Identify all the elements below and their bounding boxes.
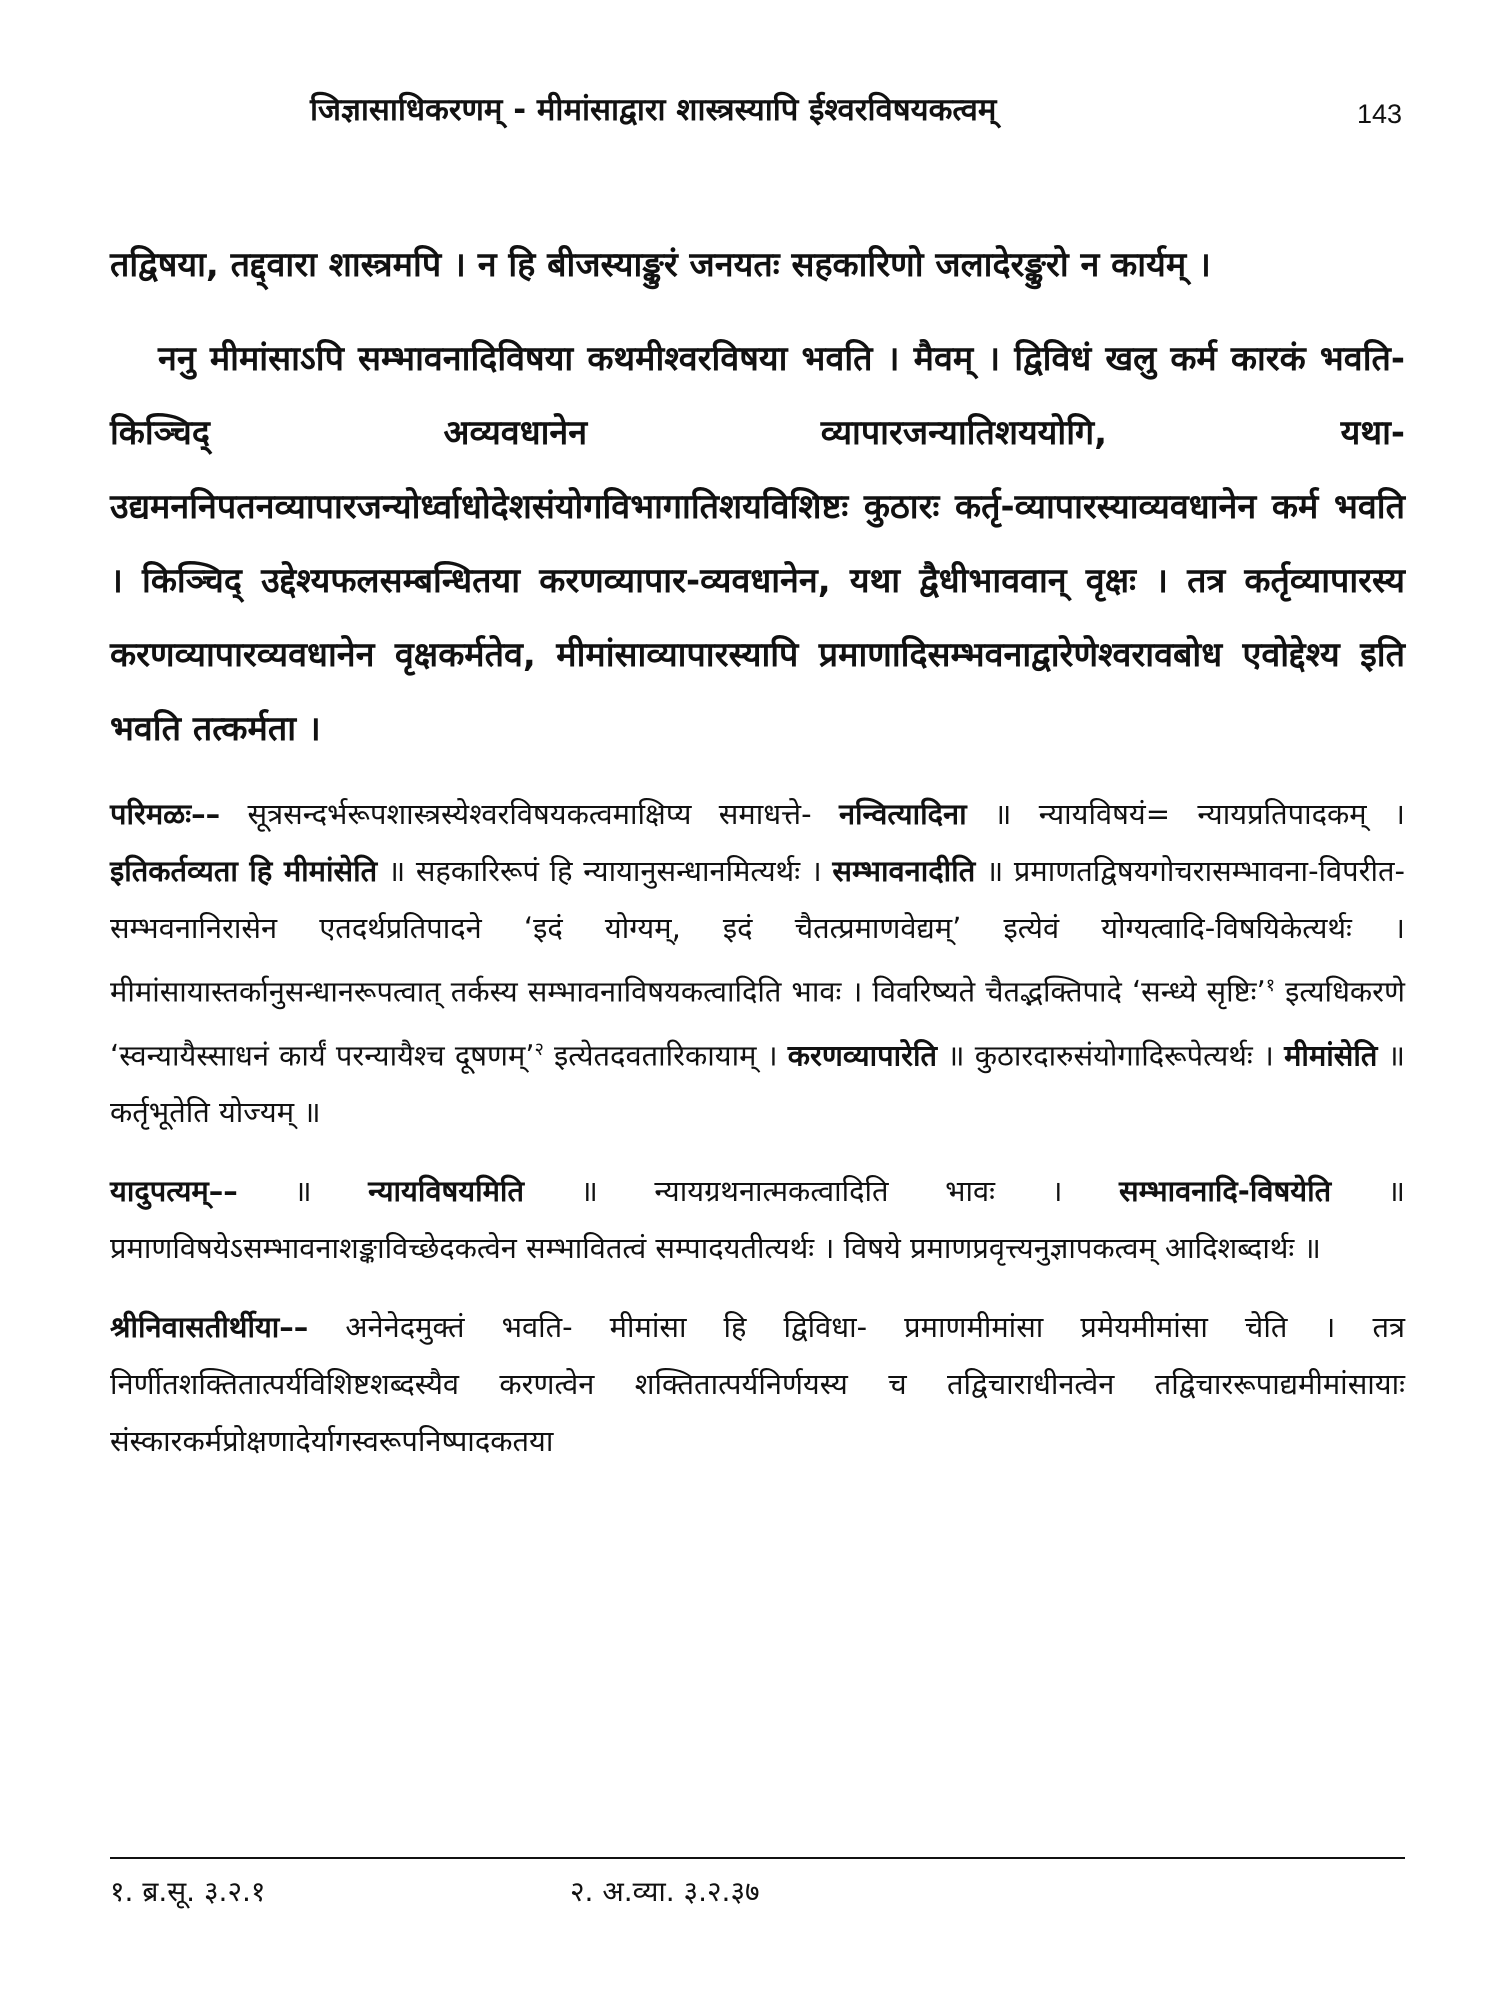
main-text-paragraph-1: तद्विषया, तद्द्वारा शास्त्रमपि । न हि बीजस्याङ्कुरं जनयतः सहकारिणो जलादेरङ्कुरो न कार्यम् । xyxy=(110,245,1211,285)
pratika-term: न्यायविषयमिति xyxy=(368,1174,524,1209)
commentary-label: यादुपत्यम्–– xyxy=(110,1174,238,1209)
commentary-parimala xyxy=(110,786,1405,1141)
commentary-text: इत्यधिकरणे ‘स्वन्यायैस्साधनं कार्यं परन्यायैश्च दूषणम्’ xyxy=(110,974,1405,1073)
commentary-text: ॥ न्यायग्रथनात्मकत्वादिति भावः । xyxy=(523,1174,1119,1209)
footnote-ref: १ xyxy=(1265,975,1276,996)
commentary-text: ॥ कर्तृभूतेति योज्यम् ॥ xyxy=(110,1038,1405,1130)
pratika-term: सम्भावनादि-विषयेति xyxy=(1118,1174,1332,1209)
pratika-term: सम्भावनादीति xyxy=(832,854,976,888)
commentary-yadupatya xyxy=(110,1163,1405,1277)
commentary-text: ॥ सहकारिरूपं हि न्यायानुसन्धानमित्यर्थः । xyxy=(377,854,833,888)
pratika-term: इतिकर्तव्यता हि मीमांसेति xyxy=(110,854,378,888)
footnotes xyxy=(110,1870,1405,1914)
footnote-2: २. अ.व्या. ३.२.३७ xyxy=(570,1875,760,1908)
footnote-divider xyxy=(110,1857,1405,1859)
commentary-text: इत्येतदवतारिकायाम् । xyxy=(543,1038,788,1073)
commentary-text: ॥ प्रमाणतद्विषयगोचरासम्भावना-विपरीत-सम्भवनानिरासेन एतदर्थप्रतिपादने ‘इदं योग्यम्, इदं चैतत्प्रमाणवेद्यम्’ इत्येवं योग्यत्वादि-विषयिकेत्यर्थः । मीमांसायास्तर्कानुसन्धानरूपत्वात् तर्कस्य सम्भावनाविषयकत्वादिति भावः । विवरिष्यते चैतद्भक्तिपादे ‘सन्ध्ये सृष्टिः’ xyxy=(110,854,1406,1009)
main-text-paragraph-2: ननु मीमांसाऽपि सम्भावनादिविषया कथमीश्वरविषया भवति । मैवम् । द्विविधं खलु कर्म कारकं भवति- किञ्चिद् अव्यवधानेन व्यापारजन्यातिशययोगि, यथा-उद्यमननिपतनव्यापारजन्योर्ध्वाधोदेशसंयोगविभागातिशयविशिष्टः कुठारः कर्तृ-व्यापारस्याव्यवधानेन कर्म भवति । किञ्चिद् उद्देश्यफलसम्बन्धितया करणव्यापार-व्यवधानेन, यथा द्वैधीभाववान् वृक्षः । तत्र कर्तृव्यापारस्य करणव्यापारव्यवधानेन वृक्षकर्मतेव, मीमांसाव्यापारस्यापि प्रमाणादिसम्भवनाद्वारेणेश्वरावबोध एवोद्देश्य इति भवति तत्कर्मता । xyxy=(110,339,1405,749)
page-number: 143 xyxy=(1356,99,1402,129)
footnote-ref: २ xyxy=(534,1038,544,1060)
pratika-term: मीमांसेति xyxy=(1284,1038,1378,1073)
running-title: जिज्ञासाधिकरणम् - मीमांसाद्वारा शास्त्रस्यापि ईश्वरविषयकत्वम् xyxy=(310,92,997,128)
commentary-text: ॥ न्यायविषयं= न्यायप्रतिपादकम् । xyxy=(966,797,1405,831)
pratika-term: करणव्यापारेति xyxy=(787,1038,938,1073)
commentary-text: ॥ xyxy=(237,1174,369,1209)
commentary-label: परिमळः–– xyxy=(110,797,221,831)
commentary-text: ॥ प्रमाणविषयेऽसम्भावनाशङ्काविच्छेदकत्वेन सम्भावितत्वं सम्पादयतीत्यर्थः । विषये प्रमाणप्रवृत्त्यनुज्ञापकत्वम् आदिशब्दार्थः ॥ xyxy=(110,1174,1405,1266)
commentary-label: श्रीनिवासतीर्थीया–– xyxy=(110,1310,309,1345)
commentary-text: अनेनेदमुक्तं भवति- मीमांसा हि द्विविधा- प्रमाणमीमांसा प्रमेयमीमांसा चेति । तत्र निर्णीतशक्तितात्पर्यविशिष्टशब्दस्यैव करणत्वेन शक्तितात्पर्यनिर्णयस्य च तद्विचाराधीनत्वेन तद्विचाररूपाद्यमीमांसायाः संस्कारकर्मप्रोक्षणादेर्यागस्वरूपनिष्पादकतया xyxy=(110,1310,1405,1459)
footnote-1: १. ब्र.सू. ३.२.१ xyxy=(110,1875,266,1908)
commentary-srinivasa xyxy=(110,1299,1405,1470)
commentary-text: ॥ कुठारदारुसंयोगादिरूपेत्यर्थः । xyxy=(937,1038,1285,1073)
pratika-term: नन्वित्यादिना xyxy=(838,797,967,831)
commentary-text: सूत्रसन्दर्भरूपशास्त्रस्येश्वरविषयकत्वमाक्षिप्य समाधत्ते- xyxy=(220,797,839,831)
page-body xyxy=(110,228,1405,1492)
